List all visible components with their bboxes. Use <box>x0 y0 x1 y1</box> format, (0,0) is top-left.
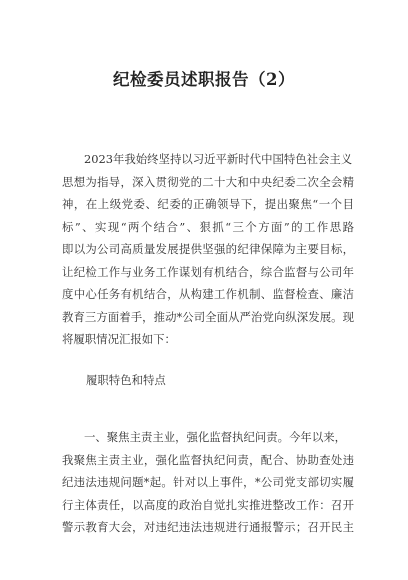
paragraph-line: 行主体责任，以高度的政治自觉扎实推进整改工作：召开 <box>62 497 354 512</box>
paragraph-line: 纪违法违规问题*起。针对以上事件，*公司党支部切实履 <box>62 475 354 489</box>
document-title: 纪检委员述职报告（2） <box>113 70 295 89</box>
intro-paragraph <box>62 148 354 351</box>
paragraph-line: 思想为指导，深入贯彻党的二十大和中央纪委二次全会精 <box>62 174 354 189</box>
paragraph-line: 我聚焦主责主业，强化监督执纪问责，配合、协助查处违 <box>62 452 354 467</box>
paragraph-line: 一、聚焦主责主业，强化监督执纪问责。今年以来， <box>84 430 346 444</box>
paragraph-line: 标”、实现“两个结合”、狠抓“三个方面”的工作思路 <box>62 219 354 234</box>
paragraph-line: 警示教育大会，对违纪违法违规进行通报警示；召开民主 <box>62 520 354 534</box>
paragraph-line: 即以为公司高质量发展提供坚强的纪律保障为主要目标， <box>62 242 354 256</box>
paragraph-line: 让纪检工作与业务工作谋划有机结合，综合监督与公司年 <box>62 264 354 279</box>
paragraph-line: 度中心任务有机结合，从构建工作机制、监督检查、廉洁 <box>62 287 354 301</box>
section-heading: 履职特色和特点 <box>86 373 166 387</box>
paragraph-line: 教育三方面着手，推动*公司全面从严治党向纵深发展。现 <box>62 309 354 324</box>
paragraph-line: 神，在上级党委、纪委的正确领导下，提出聚焦“一个目 <box>62 197 354 211</box>
paragraph-line: 2023年我始终坚持以习近平新时代中国特色社会主义 <box>84 152 353 166</box>
section-paragraph <box>62 426 354 539</box>
paragraph-line: 将履职情况汇报如下： <box>62 332 176 346</box>
